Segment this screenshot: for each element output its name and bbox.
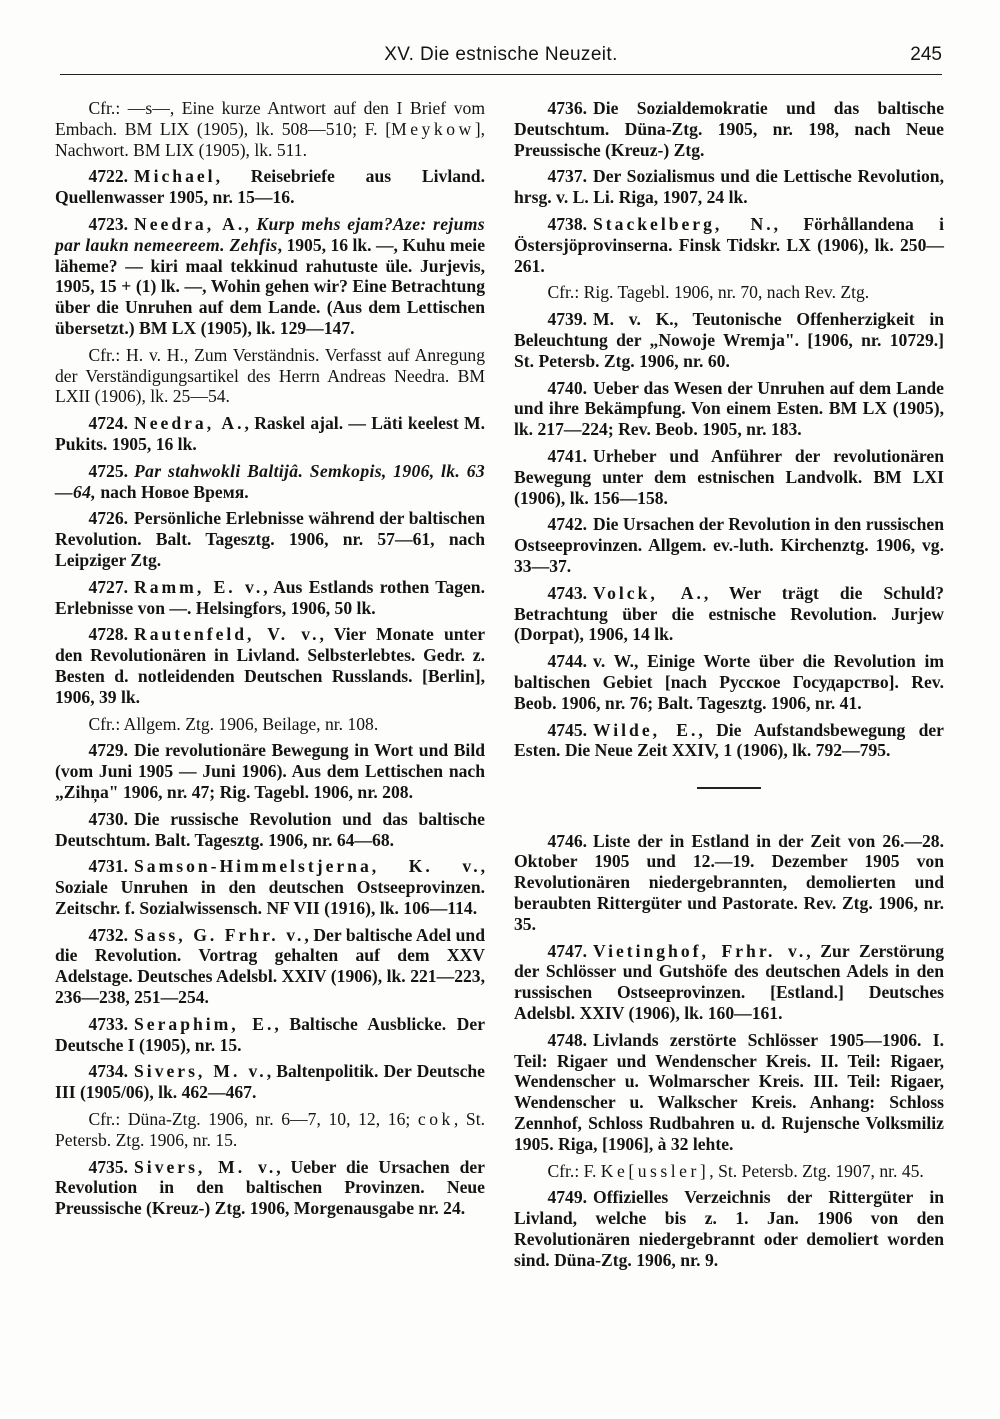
cfr-text: Cfr.: F. [547, 1160, 601, 1181]
entry-text: nach Новое Время. [96, 481, 249, 502]
bib-entry-4746 [514, 831, 944, 935]
bib-entry-4745 [514, 720, 944, 762]
entry-text: , Baltische Ausblicke. Der Deutsche I (1905), nr. 15. [55, 1013, 485, 1055]
entry-number: 4723. [88, 213, 129, 234]
bib-entry-4748 [514, 1030, 944, 1155]
entry-number: 4726. [88, 508, 129, 529]
entry-number: 4739. [547, 309, 588, 330]
entry-number: 4747. [547, 940, 588, 961]
entry-text: , Zur Zerstörung der Schlösser und Gutshöfe des deutschen Adels in den russischen Ostseeprovinzen. [Estland.] Deutsches Adelsbl. XXIV (1906), lk. 160—161. [514, 940, 944, 1023]
entry-text: , Ueber die Ursachen der Revolution in den baltischen Provinzen. Neue Preussische (Kreuz-) Ztg. 1906, Morgenausgabe nr. 24. [55, 1156, 485, 1219]
entry-text: M. v. K., Teutonische Offenherzigkeit in Beleuchtung der „Nowoje Wremja". [1906, nr. 10729.] St. Petersb. Ztg. 1906, nr. 60. [514, 309, 944, 371]
cfr-note: Cfr.: H. v. H., Zum Verständnis. Verfasst auf Anregung der Verständigungsartikel des Herrn Andreas Needra. BM LXII (1906), lk. 25—54. [55, 344, 485, 407]
cfr-text: , St. Petersb. Ztg. 1907, nr. 45. [709, 1160, 924, 1181]
bib-entry-4732 [55, 925, 485, 1008]
entry-author: Ramm, E. v. [134, 576, 264, 597]
entry-number: 4743. [547, 582, 588, 603]
entry-text: , Baltenpolitik. Der Deutsche III (1905/06), lk. 462—467. [55, 1061, 485, 1103]
entry-number: 4742. [547, 514, 588, 535]
page-number: 245 [910, 44, 942, 65]
cfr-note [55, 98, 485, 160]
running-head [60, 40, 942, 75]
entry-text: , Aus Estlands rothen Tagen. Erlebnisse von —. Helsingfors, 1906, 50 lk. [55, 576, 485, 618]
cfr-note [514, 1161, 944, 1182]
entry-text: Urheber und Anführer der revolutionären Bewegung unter dem estnischen Landvolk. BM LXI (1906), lk. 156—158. [514, 445, 944, 508]
cfr-author: Ke[ussler] [600, 1160, 710, 1181]
entry-text: v. W., Einige Worte über die Revolution im baltischen Gebiet [nach Русское Государство]. Rev. Beob. 1906, nr. 76; Balt. Tagesztg. 1906, nr. 41. [514, 651, 944, 713]
entry-number: 4722. [88, 166, 129, 187]
entry-author: Wilde, E. [593, 719, 699, 740]
entry-text: , Förhållandena i Östersjöprovinserna. Finsk Tidskr. LX (1906), lk. 250—261. [514, 213, 944, 276]
entry-number: 4736. [547, 98, 588, 118]
entry-number: 4737. [547, 166, 588, 187]
bib-entry-4724 [55, 413, 485, 455]
entry-author: Volck, A. [593, 582, 704, 603]
entry-text: , Wer trägt die Schuld? Betrachtung über die estnische Revolution. Jurjew (Dorpat), 1906, 14 lk. [514, 582, 944, 645]
entry-number: 4727. [88, 576, 129, 597]
cfr-author: Meykow [391, 118, 475, 139]
entry-number: 4741. [547, 445, 588, 466]
bib-entry-4729 [55, 740, 485, 802]
entry-number: 4745. [547, 719, 588, 740]
bib-entry-4736 [514, 98, 944, 160]
left-column [55, 98, 485, 1225]
entry-number: 4740. [547, 377, 588, 398]
entry-number: 4728. [88, 624, 129, 645]
entry-number: 4748. [547, 1029, 588, 1050]
entry-author: Vietinghof, Frhr. v. [593, 940, 807, 961]
entry-number: 4744. [547, 651, 588, 672]
entry-author: Sivers, M. v. [134, 1061, 267, 1082]
bib-entry-4741 [514, 446, 944, 508]
entry-author: Needra, A. [134, 413, 245, 434]
bib-entry-4740 [514, 378, 944, 440]
entry-number: 4735. [88, 1156, 129, 1177]
entry-author: Rautenfeld, V. v. [134, 624, 320, 645]
entry-text: Ueber das Wesen der Unruhen auf dem Lande und ihre Bekämpfung. Von einem Esten. BM LX (1905), lk. 217—224; Rev. Beob. 1905, nr. 183. [514, 377, 944, 440]
entry-text: Die Sozialdemokratie und das baltische Deutschtum. Düna-Ztg. 1905, nr. 198, nach Neue Preussische (Kreuz-) Ztg. [514, 98, 944, 160]
bib-entry-4738 [514, 214, 944, 276]
entry-text: Persönliche Erlebnisse während der baltischen Revolution. Balt. Tagesztg. 1906, nr. 57—61, nach Leipziger Ztg. [55, 508, 485, 570]
entry-text: Die Ursachen der Revolution in den russischen Ostseeprovinzen. Allgem. ev.-luth. Kirchenztg. 1906, vg. 33—37. [514, 514, 944, 576]
entry-author: Seraphim, E. [134, 1013, 275, 1034]
bib-entry-4723 [55, 214, 485, 339]
cfr-note [55, 1109, 485, 1151]
bib-entry-4743 [514, 583, 944, 645]
bib-entry-4735 [55, 1157, 485, 1219]
cfr-author: cok [417, 1109, 454, 1130]
entry-number: 4732. [88, 924, 129, 945]
entry-text: , Die Aufstandsbewegung der Esten. Die Neue Zeit XXIV, 1 (1906), lk. 792—795. [514, 719, 944, 761]
entry-text: Die russische Revolution und das baltische Deutschtum. Balt. Tagesztg. 1906, nr. 64—68. [55, 808, 485, 850]
bib-entry-4728 [55, 624, 485, 707]
cfr-text: , St. Petersb. Ztg. 1906, nr. 15. [55, 1109, 485, 1150]
entry-author: Michael [134, 166, 216, 187]
bib-entry-4733 [55, 1014, 485, 1056]
entry-number: 4734. [88, 1061, 129, 1082]
entry-text: Die revolutionäre Bewegung in Wort und Bild (vom Juni 1905 — Juni 1906). Aus dem Lettischen nach „Zihņa" 1906, nr. 47; Rig. Tagebl. 1906, nr. 208. [55, 740, 485, 802]
entry-text: , 1905, 16 lk. —, Kuhu meie läheme? — kiri maal tekkinud rahutuste üle. Jurjevis, 1905, 15 + (1) lk. —, Wohin gehen wir? Eine Betrachtung über die Unruhen auf dem Lande. (Aus dem Lettischen übersetzt.) BM LX (1905), lk. 129—147. [55, 234, 485, 338]
bib-entry-4737 [514, 166, 944, 208]
entry-author: Sass, G. Frhr. v. [134, 924, 305, 945]
bib-entry-4725 [55, 461, 485, 503]
section-divider [697, 787, 761, 789]
bib-entry-4734 [55, 1061, 485, 1103]
entry-text: , Vier Monate unter den Revolutionären in Livland. Selbsterlebtes. Gedr. z. Besten d. notleidenden Deutschen Russlands. [Berlin], 1906, 39 lk. [55, 624, 485, 707]
cfr-text: Cfr.: Düna-Ztg. 1906, nr. 6—7, 10, 12, 16; [88, 1109, 418, 1130]
entry-text: Livlands zerstörte Schlösser 1905—1906. I. Teil: Rigaer und Wendenscher Kreis. II. Teil: Rigaer, Wendenscher u. Wolmarscher Kreis. III. Teil: Rigaer, Wendenscher u. Walkscher Kreis. Anhang: Schloss Zennhof, Schloss Rudbahren u. d. Rujensche Volksmiliz 1905. Riga, [1906], à 32 lehte. [514, 1029, 944, 1154]
entry-text: , Reisebriefe aus Livland. Quellenwasser 1905, nr. 15—16. [55, 166, 485, 208]
entry-fraktur-title: Par stahwokli Baltijâ. Semkopis, 1906, lk. 63—64, [55, 460, 485, 502]
entry-number: 4746. [547, 830, 588, 851]
entry-fraktur-title: , Kurp mehs ejam?Aze: rejums par laukn nemeereem. Zehfis [55, 213, 485, 255]
entry-number: 4725. [88, 460, 129, 481]
bib-entry-4730 [55, 809, 485, 851]
bib-entry-4726 [55, 508, 485, 570]
right-column [514, 98, 944, 1277]
entry-author: Sivers, M. v. [134, 1156, 277, 1177]
bib-entry-4749 [514, 1187, 944, 1270]
entry-number: 4738. [547, 213, 588, 234]
bib-entry-4739 [514, 309, 944, 371]
bib-entry-4742 [514, 514, 944, 576]
entry-text: , Raskel ajal. — Läti keelest M. Pukits. 1905, 16 lk. [55, 413, 485, 454]
entry-number: 4733. [88, 1013, 129, 1034]
entry-author: Needra, A. [134, 213, 246, 234]
entry-text: Der Sozialismus und die Lettische Revolution, hrsg. v. L. Li. Riga, 1907, 24 lk. [514, 166, 944, 208]
entry-author: Stackelberg, N. [593, 213, 774, 234]
entry-number: 4729. [88, 740, 129, 761]
bib-entry-4727 [55, 577, 485, 619]
bib-entry-4747 [514, 941, 944, 1024]
entry-text: , Der baltische Adel und die Revolution. Vortrag gehalten auf dem XXV Adelstage. Deutsches Adelsbl. XXIV (1906), lk. 221—223, 236—238, 251—254. [55, 924, 485, 1008]
cfr-note: Cfr.: Allgem. Ztg. 1906, Beilage, nr. 108. [88, 713, 379, 734]
chapter-title: XV. Die estnische Neuzeit. [384, 44, 618, 65]
entry-author: Samson-Himmelstjerna, K. v. [134, 856, 481, 877]
bib-entry-4744 [514, 651, 944, 713]
entry-number: 4749. [547, 1187, 588, 1208]
entry-text: Liste der in Estland in der Zeit von 26.—28. Oktober 1905 und 12.—19. Dezember 1905 von Revolutionären niedergebrannten, demolierten und beraubten Rittergüter und Pastorate. Rev. Ztg. 1906, nr. 35. [514, 830, 944, 934]
entry-text: Offizielles Verzeichnis der Rittergüter in Livland, welche bis z. 1. Jan. 1906 von den Revolutionären niedergebrannt oder demoliert worden sind. Düna-Ztg. 1906, nr. 9. [514, 1187, 944, 1270]
entry-number: 4730. [88, 808, 129, 829]
bib-entry-4722 [55, 166, 485, 208]
cfr-note: Cfr.: Rig. Tagebl. 1906, nr. 70, nach Rev. Ztg. [547, 282, 870, 303]
entry-number: 4724. [88, 413, 129, 434]
entry-number: 4731. [88, 856, 129, 877]
cfr-text: Cfr.: —s—, Eine kurze Antwort auf den I Brief vom Embach. BM LIX (1905), lk. 508—510; F. [ [55, 98, 485, 139]
cfr-text: ], Nachwort. BM LIX (1905), lk. 511. [55, 118, 485, 160]
bib-entry-4731 [55, 856, 485, 918]
entry-text: , Soziale Unruhen in den deutschen Ostseeprovinzen. Zeitschr. f. Sozialwissensch. NF VII (1916), lk. 106—114. [55, 856, 485, 918]
